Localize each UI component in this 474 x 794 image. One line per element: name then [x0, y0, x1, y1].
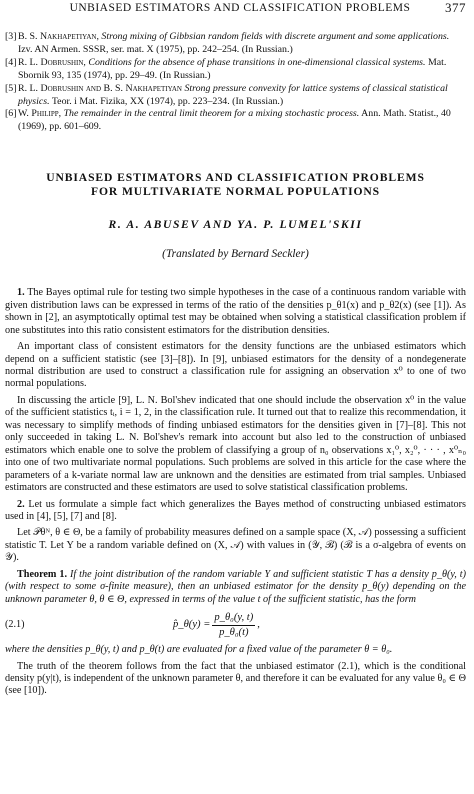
paragraph-text: In discussing the article [9], L. N. Bol'shev indicated that one should include the observation x⁰ in the value of the sufficient statistics tᵢ, i = 1, 2, in the classification rule. It turned out that to realize this recommendation, it was necessary to simplify methods of finding unbiased estimators for the densities given in [7]–[8]. This not only succeeded in taking L. N. Bol'shev's remark into account but also led to the construction of unbiased estimators which enable one to solve the problem of classifying a group of n₀ observations x₁⁰, x₂⁰, · · · , x⁰ₙ₀ into one of two multivariate normal populations. Such problems are solved in this article for the case where the parameters of a k-variate normal law are unknown and the densities are estimated from trial samples. Unbiased estimators are constructed and these estimators are used to solve statistical classification problems. — [5, 394, 466, 494]
reference-title: Strong pressure convexity for lattice systems of classical statistical physics. — [18, 82, 448, 107]
translator-note: (Translated by Bernard Seckler) — [162, 248, 309, 261]
paragraph — [5, 644, 466, 656]
paragraph-text: Let 𝒫θᴺ, θ ∈ Θ, be a family of probability measures defined on a sample space (X, 𝒜) possessing a sufficient statistic T. Let Y be a random variable defined on (X, 𝒜) with values in (𝒴, ℬ) (ℬ is a σ-algebra of events on 𝒴). — [5, 527, 466, 564]
running-head-title: UNBIASED ESTIMATORS AND CLASSIFICATION PROBLEMS — [69, 2, 411, 14]
paragraph — [5, 287, 466, 337]
theorem — [5, 569, 466, 606]
equation-body — [173, 610, 260, 641]
equation-numerator: p_θ₀(y, t) — [212, 612, 255, 626]
equation-lhs: p̂_θ(y) = — [173, 619, 211, 631]
paragraph — [5, 499, 466, 524]
paragraph — [5, 341, 466, 391]
paragraph-text: The truth of the theorem follows from the fact that the unbiased estimator (2.1), which is the conditional density p(y|t), is independent of the unknown parameter θ, and therefore it can be evaluated for any value θ₀ ∈ Θ (see [10]). — [5, 660, 466, 697]
article-title-line-1: UNBIASED ESTIMATORS AND CLASSIFICATION PROBLEMS — [46, 171, 425, 185]
article-title-line-2: FOR MULTIVARIATE NORMAL POPULATIONS — [90, 185, 381, 199]
reference-source: Izv. AN Armen. SSSR, ser. mat. X (1975), pp. 242–254. (In Russian.) — [18, 43, 293, 55]
reference-item — [5, 31, 466, 57]
paragraph-text: The Bayes optimal rule for testing two simple hypotheses in the case of a continuous random variable with given distribution laws can be expressed in terms of the ratio of the densities p_θ1(x) and p_θ2(x) (see [1]). As shown in [2], an asymptotically optimal test may be obtained when solving a statistical classification problem if one substitutes into this ratio consistent estimators for the distribution densities. — [5, 287, 466, 336]
reference-author: R. L. Dobrushin and B. S. Nakhapetiyan — [18, 82, 182, 94]
reference-number: [4] — [5, 56, 17, 68]
equation-denominator: p_θ₀(t) — [219, 627, 249, 639]
article-title — [5, 171, 466, 199]
theorem-text: If the joint distribution of the random variable Y and sufficient statistic T has a density p_θ(y, t) (with respect to some σ-finite measure), then an unbiased estimator for the density p_θ(y) depending on the unknown parameter θ, θ ∈ Θ, expressed in terms of the value t of the sufficient statistic, has the form — [5, 568, 467, 605]
reference-author: W. Philipp, — [18, 108, 62, 120]
section-number: 1. — [17, 287, 25, 299]
paragraph — [5, 527, 466, 564]
reference-author: R. L. Dobrushin, — [18, 56, 86, 68]
reference-source: Teor. i Mat. Fizika, XX (1974), pp. 223–234. (In Russian.) — [51, 95, 284, 107]
paragraph-text: Let us formulate a simple fact which generalizes the Bayes method of constructing unbiased estimators used in [4], [5], [7] and [8]. — [5, 498, 467, 522]
equation-fraction — [212, 612, 255, 639]
running-head — [5, 0, 466, 19]
reference-number: [6] — [5, 108, 17, 120]
theorem-heading: Theorem 1. — [17, 568, 68, 580]
article-authors: R. A. ABUSEV AND YA. P. LUMEL'SKII — [108, 218, 363, 232]
page-number: 377 — [445, 0, 466, 15]
article-body — [5, 287, 466, 698]
paragraph-text: where the densities p_θ(y, t) and p_θ(t) are evaluated for a fixed value of the parameter θ = θ₀. — [5, 644, 393, 656]
reference-item — [5, 57, 466, 83]
reference-source: Ann. Math. Statist., 40 (1969), pp. 601–609. — [18, 108, 451, 133]
equation-label: (2.1) — [5, 619, 25, 631]
equation-tail: , — [257, 619, 260, 631]
reference-number: [3] — [5, 31, 17, 42]
reference-list — [5, 31, 466, 134]
reference-number: [5] — [5, 82, 17, 94]
paragraph — [5, 661, 466, 698]
reference-author: B. S. Nakhapetiyan, — [18, 31, 99, 42]
paragraph — [5, 395, 466, 495]
reference-item — [5, 108, 466, 134]
section-number: 2. — [17, 498, 25, 510]
reference-source: Mat. Sbornik 93, 135 (1974), pp. 29–49. (In Russian.) — [18, 56, 447, 81]
equation-2-1 — [5, 610, 466, 641]
reference-item — [5, 83, 466, 109]
reference-title: Conditions for the absence of phase transitions in one-dimensional classical systems. — [88, 56, 426, 68]
paragraph-text: An important class of consistent estimators for the density functions are the unbiased estimators which depend on a sufficient statistic (see [3]–[8]). In [9], unbiased estimators for the density of a nondegenerate normal distribution are used to construct a classification rule for assigning an observation x⁰ to one of two normal populations. — [5, 341, 466, 390]
reference-title: The remainder in the central limit theorem for a mixing stochastic process. — [63, 108, 360, 120]
reference-title: Strong mixing of Gibbsian random fields with discrete argument and some applications. — [101, 31, 450, 42]
